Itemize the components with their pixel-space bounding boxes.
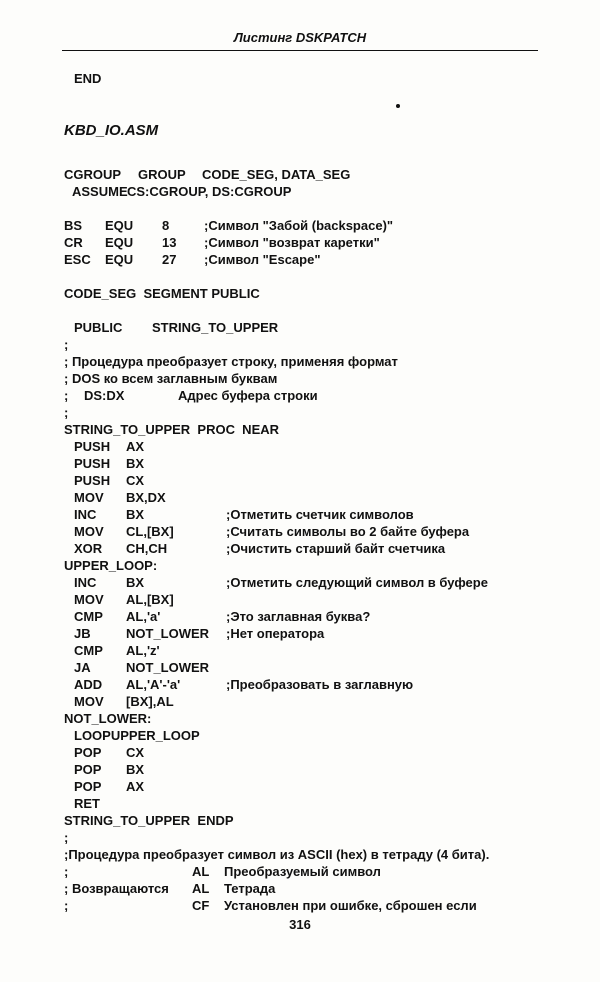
code-line — [64, 659, 544, 676]
operand: NOT_LOWER — [126, 626, 210, 641]
code-line — [64, 217, 544, 234]
label: CR — [64, 235, 83, 250]
directive: EQU — [105, 235, 134, 250]
comment: ;Очистить старший байт счетчика — [226, 541, 446, 556]
comment: ; — [64, 898, 69, 913]
code-line — [64, 829, 544, 846]
instr: MOV — [74, 490, 104, 505]
comment: ;Отметить счетчик символов — [226, 507, 414, 522]
instr: MOV — [74, 524, 104, 539]
code-line — [64, 591, 544, 608]
operand: CX — [126, 745, 145, 760]
operand: STRING_TO_UPPER — [152, 320, 279, 335]
code-line — [64, 778, 544, 795]
comment: ; — [64, 337, 69, 352]
instr: PUSH — [74, 473, 111, 488]
instr: END — [74, 71, 102, 86]
operand: AL,'a' — [126, 609, 161, 624]
comment: ;Нет оператора — [226, 626, 325, 641]
operand: CH,CH — [126, 541, 168, 556]
code-line — [64, 489, 544, 506]
label: UPPER_LOOP: — [64, 558, 158, 573]
code-line — [64, 676, 544, 693]
code-line — [64, 897, 544, 914]
code-line — [64, 863, 544, 880]
instr: RET — [74, 796, 100, 811]
code-line — [64, 574, 544, 591]
page-number: 316 — [289, 917, 311, 932]
operand: CS:CGROUP, DS:CGROUP — [127, 184, 292, 199]
code-line — [64, 846, 544, 863]
operand: NOT_LOWER — [126, 660, 210, 675]
directive: CODE_SEG SEGMENT PUBLIC — [64, 286, 260, 301]
comment: Тетрада — [224, 881, 276, 896]
code-line — [64, 812, 544, 829]
instr: MOV — [74, 694, 104, 709]
code-line — [64, 540, 544, 557]
label: STRING_TO_UPPER PROC NEAR — [64, 422, 280, 437]
operand: BX — [126, 762, 145, 777]
operand: AL,[BX] — [126, 592, 174, 607]
code-line — [64, 523, 544, 540]
instr: XOR — [74, 541, 103, 556]
operand: AL,'A'-'a' — [126, 677, 181, 692]
instr: PUSH — [74, 456, 111, 471]
code-line — [64, 370, 544, 387]
operand: 27 — [162, 252, 177, 267]
label: STRING_TO_UPPER ENDP — [64, 813, 234, 828]
code-line — [64, 608, 544, 625]
operand: AL,'z' — [126, 643, 160, 658]
comment: ; Возвращаются — [64, 881, 169, 896]
code-line — [64, 183, 544, 200]
label: CGROUP — [64, 167, 122, 182]
code-line — [64, 251, 544, 268]
comment: ;Это заглавная буква? — [226, 609, 371, 624]
code-line — [64, 70, 544, 87]
operand: CX — [126, 473, 145, 488]
comment: ;Считать символы во 2 байте буфера — [226, 524, 470, 539]
operand: AX — [126, 439, 145, 454]
instr: LOOPUPPER_LOOP — [74, 728, 200, 743]
label: NOT_LOWER: — [64, 711, 152, 726]
directive: EQU — [105, 252, 134, 267]
instr: POP — [74, 745, 102, 760]
operand: BX — [126, 507, 145, 522]
label: BS — [64, 218, 83, 233]
comment: ; Процедура преобразует строку, применяя формат — [64, 354, 398, 369]
operand: 13 — [162, 235, 177, 250]
operand: CL,[BX] — [126, 524, 174, 539]
comment: ;Преобразовать в заглавную — [226, 677, 414, 692]
code-line — [64, 727, 544, 744]
comment: Преобразуемый символ — [224, 864, 381, 879]
instr: INC — [74, 507, 97, 522]
label: ESC — [64, 252, 91, 267]
operand: BX — [126, 456, 145, 471]
directive: PUBLIC — [74, 320, 123, 335]
running-header: Листинг DSKPATCH — [233, 30, 367, 45]
comment: AL — [192, 864, 210, 879]
code-line — [64, 880, 544, 897]
code-line — [64, 744, 544, 761]
code-listing — [64, 70, 544, 914]
code-line — [64, 642, 544, 659]
directive: ASSUME — [72, 184, 128, 199]
comment: CF — [192, 898, 210, 913]
operand: BX — [126, 575, 145, 590]
instr: MOV — [74, 592, 104, 607]
comment: ; — [64, 388, 69, 403]
code-line — [64, 336, 544, 353]
operand: 8 — [162, 218, 170, 233]
comment: ;Отметить следующий символ в буфере — [226, 575, 488, 590]
comment: ; DOS ко всем заглавным буквам — [64, 371, 278, 386]
code-line — [64, 438, 544, 455]
code-line — [64, 319, 544, 336]
instr: PUSH — [74, 439, 111, 454]
comment: Установлен при ошибке, сброшен если — [224, 898, 477, 913]
instr: POP — [74, 779, 102, 794]
directive: EQU — [105, 218, 134, 233]
instr: INC — [74, 575, 97, 590]
operand: [BX],AL — [126, 694, 174, 709]
comment: ; — [64, 830, 69, 845]
header-rule — [62, 50, 538, 51]
instr: POP — [74, 762, 102, 777]
comment: ;Символ "возврат каретки" — [204, 235, 380, 250]
code-line — [64, 387, 544, 404]
code-line — [64, 353, 544, 370]
code-line — [64, 455, 544, 472]
code-line — [64, 795, 544, 812]
code-line — [64, 693, 544, 710]
code-line — [64, 506, 544, 523]
code-line — [64, 404, 544, 421]
code-line — [64, 761, 544, 778]
instr: ADD — [74, 677, 103, 692]
directive: GROUP — [138, 167, 186, 182]
code-line — [64, 557, 544, 574]
comment: AL — [192, 881, 210, 896]
operand: CODE_SEG, DATA_SEG — [202, 167, 351, 182]
code-line — [64, 421, 544, 438]
comment: ;Символ "Escape" — [204, 252, 321, 267]
comment: Адрес буфера строки — [178, 388, 318, 403]
code-line — [64, 625, 544, 642]
instr: JB — [74, 626, 91, 641]
operand: BX,DX — [126, 490, 166, 505]
code-line — [64, 285, 544, 302]
comment: ;Процедура преобразует символ из ASCII (hex) в тетраду (4 бита). — [64, 847, 490, 862]
comment: ; — [64, 405, 69, 420]
code-line — [64, 166, 544, 183]
file-title: KBD_IO.ASM — [64, 122, 159, 139]
comment: ;Символ "Забой (backspace)" — [204, 218, 394, 233]
operand: AX — [126, 779, 145, 794]
code-line — [64, 710, 544, 727]
comment: ; — [64, 864, 69, 879]
instr: CMP — [74, 643, 103, 658]
comment: DS:DX — [84, 388, 125, 403]
instr: JA — [74, 660, 91, 675]
code-line — [64, 472, 544, 489]
instr: CMP — [74, 609, 103, 624]
code-line — [64, 234, 544, 251]
